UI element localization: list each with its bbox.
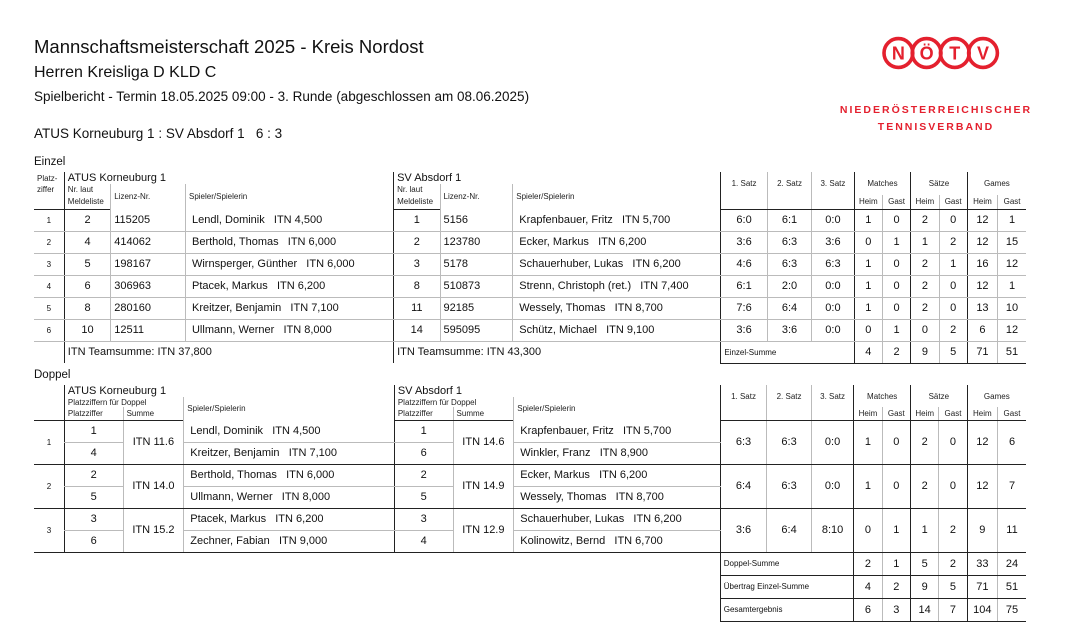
doppel-games-gast: Gast: [998, 407, 1026, 420]
doppel-away-team: SV Absdorf 1: [394, 385, 720, 397]
home-pz-1: 1: [64, 420, 123, 442]
away-lizenz-nr: 510873: [440, 275, 513, 297]
matches-gast-value: 0: [882, 464, 910, 508]
home-player-1: Berthold, Thomas ITN 6,000: [184, 464, 395, 486]
doppel-row: [34, 464, 1026, 486]
games-gast-value: 6: [998, 420, 1026, 464]
saetze-heim-value: 1: [911, 231, 939, 253]
home-lizenz-nr: 198167: [111, 253, 186, 275]
away-player-1: Ecker, Markus ITN 6,200: [514, 464, 721, 486]
away-pz-1: 2: [394, 464, 453, 486]
satz3-score: 0:0: [812, 297, 854, 319]
away-itn-summe: ITN 14.6: [453, 420, 514, 464]
doppel-games-heim: Heim: [967, 407, 997, 420]
home-player: Wirnsperger, Günther ITN 6,000: [185, 253, 393, 275]
satz1-score: 3:6: [721, 231, 767, 253]
platz-ziffer: 4: [34, 275, 64, 297]
games-gast-value: 12: [998, 253, 1026, 275]
home-nr-header: Nr. laut: [64, 184, 110, 195]
satz1-score: 6:1: [721, 275, 767, 297]
away-pz-1: 1: [394, 420, 453, 442]
einzel-row: [34, 231, 1026, 253]
home-itn-summe: ITN 14.0: [123, 464, 184, 508]
noetv-logo: [838, 35, 1038, 95]
einzel-table: [34, 172, 1026, 364]
saetze-gast-value: 0: [939, 464, 967, 508]
home-player: Kreitzer, Benjamin ITN 7,100: [185, 297, 393, 319]
games-header: Games: [967, 172, 1026, 195]
total-games-heim: 104: [967, 598, 997, 621]
home-meldeliste-nr: 5: [64, 253, 110, 275]
games-heim-value: 16: [967, 253, 997, 275]
matches-gast-value: 0: [882, 209, 910, 231]
saetze-gast-value: 0: [939, 420, 967, 464]
total-label: Übertrag Einzel-Summe: [720, 575, 854, 598]
away-player: Wessely, Thomas ITN 8,700: [513, 297, 721, 319]
home-pz-doppel-header: Platzziffern für Doppel: [64, 397, 183, 407]
away-pz-2: 4: [394, 530, 453, 552]
away-player-1: Schauerhuber, Lukas ITN 6,200: [514, 508, 721, 530]
saetze-heim-value: 2: [911, 209, 939, 231]
away-pz-1: 3: [394, 508, 453, 530]
total-matches-gast: 2: [882, 575, 910, 598]
matches-gast-value: 0: [882, 275, 910, 297]
games-gast-value: 1: [998, 209, 1026, 231]
einzel-home-team: ATUS Korneuburg 1: [64, 172, 393, 184]
einzel-row: [34, 297, 1026, 319]
home-meldeliste-nr: 10: [64, 319, 110, 341]
einzel-sum-matches-heim: 4: [854, 341, 882, 363]
home-platzziffer-header: Platzziffer: [64, 407, 123, 420]
home-meldeliste-nr: 4: [64, 231, 110, 253]
games-gast-value: 11: [998, 508, 1026, 552]
saetze-heim-value: 1: [911, 508, 939, 552]
satz3-score: 8:10: [811, 508, 854, 552]
platz-label-top: Platz-: [37, 173, 58, 183]
saetze-gast-value: 2: [939, 508, 967, 552]
doppel-away-spieler-header: Spieler/Spielerin: [514, 397, 721, 420]
league-name: Herren Kreisliga D KLD C: [34, 64, 217, 81]
doppel-games-header: Games: [967, 385, 1026, 407]
home-meldeliste-nr: 8: [64, 297, 110, 319]
satz3-score: 0:0: [812, 275, 854, 297]
page-title: Mannschaftsmeisterschaft 2025 - Kreis Nordost: [34, 36, 424, 57]
away-meldeliste-nr: 11: [394, 297, 440, 319]
home-lizenz-header: Lizenz-Nr.: [111, 184, 186, 209]
home-meldeliste-nr: 6: [64, 275, 110, 297]
away-nr-header: Nr. laut: [394, 184, 440, 195]
doppel-section-title: Doppel: [34, 369, 71, 381]
saetze-heim: Heim: [911, 195, 939, 209]
satz2-score: 6:3: [767, 253, 811, 275]
total-games-gast: 51: [998, 575, 1026, 598]
platz-ziffer: 2: [34, 231, 64, 253]
matches-gast-value: 0: [882, 253, 910, 275]
away-player: Krapfenbauer, Fritz ITN 5,700: [513, 209, 721, 231]
logo-letter-oe: Ö: [919, 43, 934, 64]
home-lizenz-nr: 414062: [111, 231, 186, 253]
satz1-score: 7:6: [721, 297, 767, 319]
matches-gast-value: 1: [882, 319, 910, 341]
away-player: Ecker, Markus ITN 6,200: [513, 231, 721, 253]
saetze-gast-value: 0: [939, 297, 967, 319]
satz2-score: 6:3: [767, 464, 812, 508]
away-lizenz-header: Lizenz-Nr.: [440, 184, 513, 209]
satz1-score: 6:3: [720, 420, 767, 464]
matches-heim-value: 1: [854, 464, 882, 508]
games-heim: Heim: [967, 195, 997, 209]
einzel-row: [34, 253, 1026, 275]
home-itn-teamsumme: ITN Teamsumme: ITN 37,800: [64, 341, 393, 363]
matches-heim-value: 1: [854, 297, 882, 319]
away-player-2: Winkler, Franz ITN 8,900: [514, 442, 721, 464]
saetze-gast-value: 2: [939, 319, 967, 341]
doppel-row: [34, 508, 1026, 530]
away-lizenz-nr: 92185: [440, 297, 513, 319]
einzel-away-team: SV Absdorf 1: [394, 172, 721, 184]
home-player: Ptacek, Markus ITN 6,200: [185, 275, 393, 297]
games-gast-value: 1: [998, 275, 1026, 297]
logo-letter-n: N: [891, 43, 905, 64]
games-gast-value: 15: [998, 231, 1026, 253]
away-pz-doppel-header: Platzziffern für Doppel: [394, 397, 513, 407]
home-itn-summe: ITN 15.2: [123, 508, 184, 552]
total-row: [34, 598, 1026, 621]
matches-gast-value: 0: [882, 420, 910, 464]
away-lizenz-nr: 5156: [440, 209, 513, 231]
platz-ziffer: 3: [34, 253, 64, 275]
total-saetze-gast: 2: [939, 552, 967, 575]
home-pz-2: 5: [64, 486, 123, 508]
matches-gast-value: 1: [882, 508, 910, 552]
saetze-gast-value: 0: [939, 209, 967, 231]
spacer: [34, 598, 720, 621]
einzel-summe-label: Einzel-Summe: [721, 341, 854, 363]
platz-label-bottom: ziffer: [37, 185, 55, 194]
saetze-heim-value: 0: [911, 319, 939, 341]
home-meldeliste-nr: 2: [64, 209, 110, 231]
total-saetze-gast: 7: [939, 598, 967, 621]
satz3-score: 0:0: [812, 209, 854, 231]
doppel-matches-gast: Gast: [882, 407, 910, 420]
matches-heim-value: 0: [854, 508, 882, 552]
total-matches-heim: 6: [854, 598, 882, 621]
einzel-row: [34, 209, 1026, 231]
away-summe-header: Summe: [453, 407, 514, 420]
matches-gast-value: 0: [882, 297, 910, 319]
total-matches-gast: 3: [882, 598, 910, 621]
away-player-1: Krapfenbauer, Fritz ITN 5,700: [514, 420, 721, 442]
satz3-score: 6:3: [812, 253, 854, 275]
satz1-score: 4:6: [721, 253, 767, 275]
matches-header: Matches: [854, 172, 911, 195]
total-saetze-heim: 9: [911, 575, 939, 598]
saetze-heim-value: 2: [911, 275, 939, 297]
satz2-score: 2:0: [767, 275, 811, 297]
total-matches-gast: 1: [882, 552, 910, 575]
saetze-gast-value: 2: [939, 231, 967, 253]
doppel-satz3-header: 3. Satz: [811, 385, 854, 407]
satz1-score: 6:0: [721, 209, 767, 231]
doppel-platz: 2: [34, 464, 64, 508]
games-gast-value: 10: [998, 297, 1026, 319]
away-spieler-header: Spieler/Spielerin: [513, 184, 721, 209]
home-player-1: Ptacek, Markus ITN 6,200: [184, 508, 395, 530]
doppel-platz: 1: [34, 420, 64, 464]
away-itn-summe: ITN 12.9: [453, 508, 514, 552]
doppel-row: [34, 420, 1026, 442]
satz2-score: 6:1: [767, 209, 811, 231]
total-matches-heim: 4: [854, 575, 882, 598]
away-meldeliste-nr: 3: [394, 253, 440, 275]
matches-heim-value: 1: [854, 275, 882, 297]
home-pz-1: 3: [64, 508, 123, 530]
satz2-score: 6:3: [767, 420, 812, 464]
saetze-heim-value: 2: [911, 420, 939, 464]
satz2-score: 6:4: [767, 508, 812, 552]
games-gast-value: 7: [998, 464, 1026, 508]
einzel-sum-games-heim: 71: [967, 341, 997, 363]
away-meldeliste-nr: 2: [394, 231, 440, 253]
spacer: [34, 575, 720, 598]
einzel-row: [34, 319, 1026, 341]
satz3-score: 0:0: [811, 420, 854, 464]
home-player-1: Lendl, Dominik ITN 4,500: [184, 420, 395, 442]
doppel-saetze-header: Sätze: [911, 385, 968, 407]
total-games-heim: 71: [967, 575, 997, 598]
satz2-score: 3:6: [767, 319, 811, 341]
matches-heim: Heim: [854, 195, 882, 209]
doppel-satz1-header: 1. Satz: [720, 385, 767, 407]
away-pz-2: 5: [394, 486, 453, 508]
home-lizenz-nr: 115205: [111, 209, 186, 231]
satz2-header: 2. Satz: [767, 172, 811, 195]
home-meldeliste-header: Meldeliste: [64, 195, 110, 209]
total-label: Gesamtergebnis: [720, 598, 854, 621]
einzel-sum-saetze-heim: 9: [911, 341, 939, 363]
games-heim-value: 12: [967, 231, 997, 253]
satz1-score: 3:6: [720, 508, 767, 552]
away-meldeliste-nr: 8: [394, 275, 440, 297]
satz2-score: 6:4: [767, 297, 811, 319]
doppel-matches-heim: Heim: [854, 407, 882, 420]
matches-gast-value: 1: [882, 231, 910, 253]
games-gast: Gast: [998, 195, 1026, 209]
away-player: Strenn, Christoph (ret.) ITN 7,400: [513, 275, 721, 297]
platz-ziffer: 1: [34, 209, 64, 231]
spacer: [34, 552, 720, 575]
away-player-2: Wessely, Thomas ITN 8,700: [514, 486, 721, 508]
away-lizenz-nr: 595095: [440, 319, 513, 341]
match-result: ATUS Korneuburg 1 : SV Absdorf 1 6 : 3: [34, 126, 283, 141]
logo-letter-t: T: [949, 43, 961, 64]
away-meldeliste-nr: 14: [394, 319, 440, 341]
report-info: Spielbericht - Termin 18.05.2025 09:00 - 3. Runde (abgeschlossen am 08.06.2025): [34, 89, 530, 104]
doppel-table: [34, 385, 1026, 622]
einzel-sum-matches-gast: 2: [882, 341, 910, 363]
games-heim-value: 13: [967, 297, 997, 319]
away-itn-summe: ITN 14.9: [453, 464, 514, 508]
doppel-home-spieler-header: Spieler/Spielerin: [184, 397, 395, 420]
satz1-score: 3:6: [721, 319, 767, 341]
games-heim-value: 12: [967, 275, 997, 297]
total-row: [34, 552, 1026, 575]
total-matches-heim: 2: [854, 552, 882, 575]
home-player-2: Ullmann, Werner ITN 8,000: [184, 486, 395, 508]
away-meldeliste-nr: 1: [394, 209, 440, 231]
einzel-sum-saetze-gast: 5: [939, 341, 967, 363]
saetze-gast-value: 0: [939, 275, 967, 297]
einzel-section-title: Einzel: [34, 156, 66, 168]
away-pz-2: 6: [394, 442, 453, 464]
doppel-satz2-header: 2. Satz: [767, 385, 812, 407]
home-summe-header: Summe: [123, 407, 184, 420]
satz3-score: 3:6: [812, 231, 854, 253]
games-heim-value: 9: [967, 508, 997, 552]
home-pz-2: 6: [64, 530, 123, 552]
away-player: Schauerhuber, Lukas ITN 6,200: [513, 253, 721, 275]
saetze-gast-value: 1: [939, 253, 967, 275]
home-player-2: Zechner, Fabian ITN 9,000: [184, 530, 395, 552]
logo-letter-v: V: [976, 43, 990, 64]
satz1-header: 1. Satz: [721, 172, 767, 195]
satz1-score: 6:4: [720, 464, 767, 508]
satz2-score: 6:3: [767, 231, 811, 253]
doppel-home-team: ATUS Korneuburg 1: [64, 385, 394, 397]
doppel-saetze-gast: Gast: [939, 407, 967, 420]
matches-heim-value: 1: [854, 253, 882, 275]
saetze-heim-value: 2: [911, 297, 939, 319]
home-lizenz-nr: 12511: [111, 319, 186, 341]
total-saetze-heim: 14: [911, 598, 939, 621]
total-saetze-gast: 5: [939, 575, 967, 598]
saetze-heim-value: 2: [911, 464, 939, 508]
platz-ziffer: 6: [34, 319, 64, 341]
matches-heim-value: 1: [854, 420, 882, 464]
doppel-matches-header: Matches: [854, 385, 911, 407]
satz3-header: 3. Satz: [812, 172, 854, 195]
einzel-sum-games-gast: 51: [998, 341, 1026, 363]
games-heim-value: 12: [967, 209, 997, 231]
away-platzziffer-header: Platzziffer: [394, 407, 453, 420]
doppel-platz: 3: [34, 508, 64, 552]
home-itn-summe: ITN 11.6: [123, 420, 184, 464]
home-pz-2: 4: [64, 442, 123, 464]
total-games-gast: 75: [998, 598, 1026, 621]
doppel-saetze-heim: Heim: [911, 407, 939, 420]
logo-line2: TENNISVERBAND: [877, 121, 995, 133]
logo-line1: NIEDERÖSTERREICHISCHER: [839, 104, 1033, 116]
home-spieler-header: Spieler/Spielerin: [185, 184, 393, 209]
total-row: [34, 575, 1026, 598]
home-player: Lendl, Dominik ITN 4,500: [185, 209, 393, 231]
satz3-score: 0:0: [812, 319, 854, 341]
saetze-heim-value: 2: [911, 253, 939, 275]
away-lizenz-nr: 123780: [440, 231, 513, 253]
saetze-header: Sätze: [911, 172, 968, 195]
matches-heim-value: 1: [854, 209, 882, 231]
matches-heim-value: 0: [854, 231, 882, 253]
matches-gast: Gast: [882, 195, 910, 209]
saetze-gast: Gast: [939, 195, 967, 209]
games-heim-value: 12: [967, 464, 997, 508]
total-games-gast: 24: [998, 552, 1026, 575]
games-gast-value: 12: [998, 319, 1026, 341]
away-lizenz-nr: 5178: [440, 253, 513, 275]
away-meldeliste-header: Meldeliste: [394, 195, 440, 209]
home-lizenz-nr: 306963: [111, 275, 186, 297]
home-player-2: Kreitzer, Benjamin ITN 7,100: [184, 442, 395, 464]
games-heim-value: 6: [967, 319, 997, 341]
away-itn-teamsumme: ITN Teamsumme: ITN 43,300: [394, 341, 721, 363]
total-saetze-heim: 5: [911, 552, 939, 575]
total-games-heim: 33: [967, 552, 997, 575]
games-heim-value: 12: [967, 420, 997, 464]
platz-ziffer: 5: [34, 297, 64, 319]
away-player: Schütz, Michael ITN 9,100: [513, 319, 721, 341]
satz3-score: 0:0: [811, 464, 854, 508]
home-lizenz-nr: 280160: [111, 297, 186, 319]
away-player-2: Kolinowitz, Bernd ITN 6,700: [514, 530, 721, 552]
total-label: Doppel-Summe: [720, 552, 854, 575]
home-player: Ullmann, Werner ITN 8,000: [185, 319, 393, 341]
matches-heim-value: 0: [854, 319, 882, 341]
einzel-row: [34, 275, 1026, 297]
home-pz-1: 2: [64, 464, 123, 486]
home-player: Berthold, Thomas ITN 6,000: [185, 231, 393, 253]
